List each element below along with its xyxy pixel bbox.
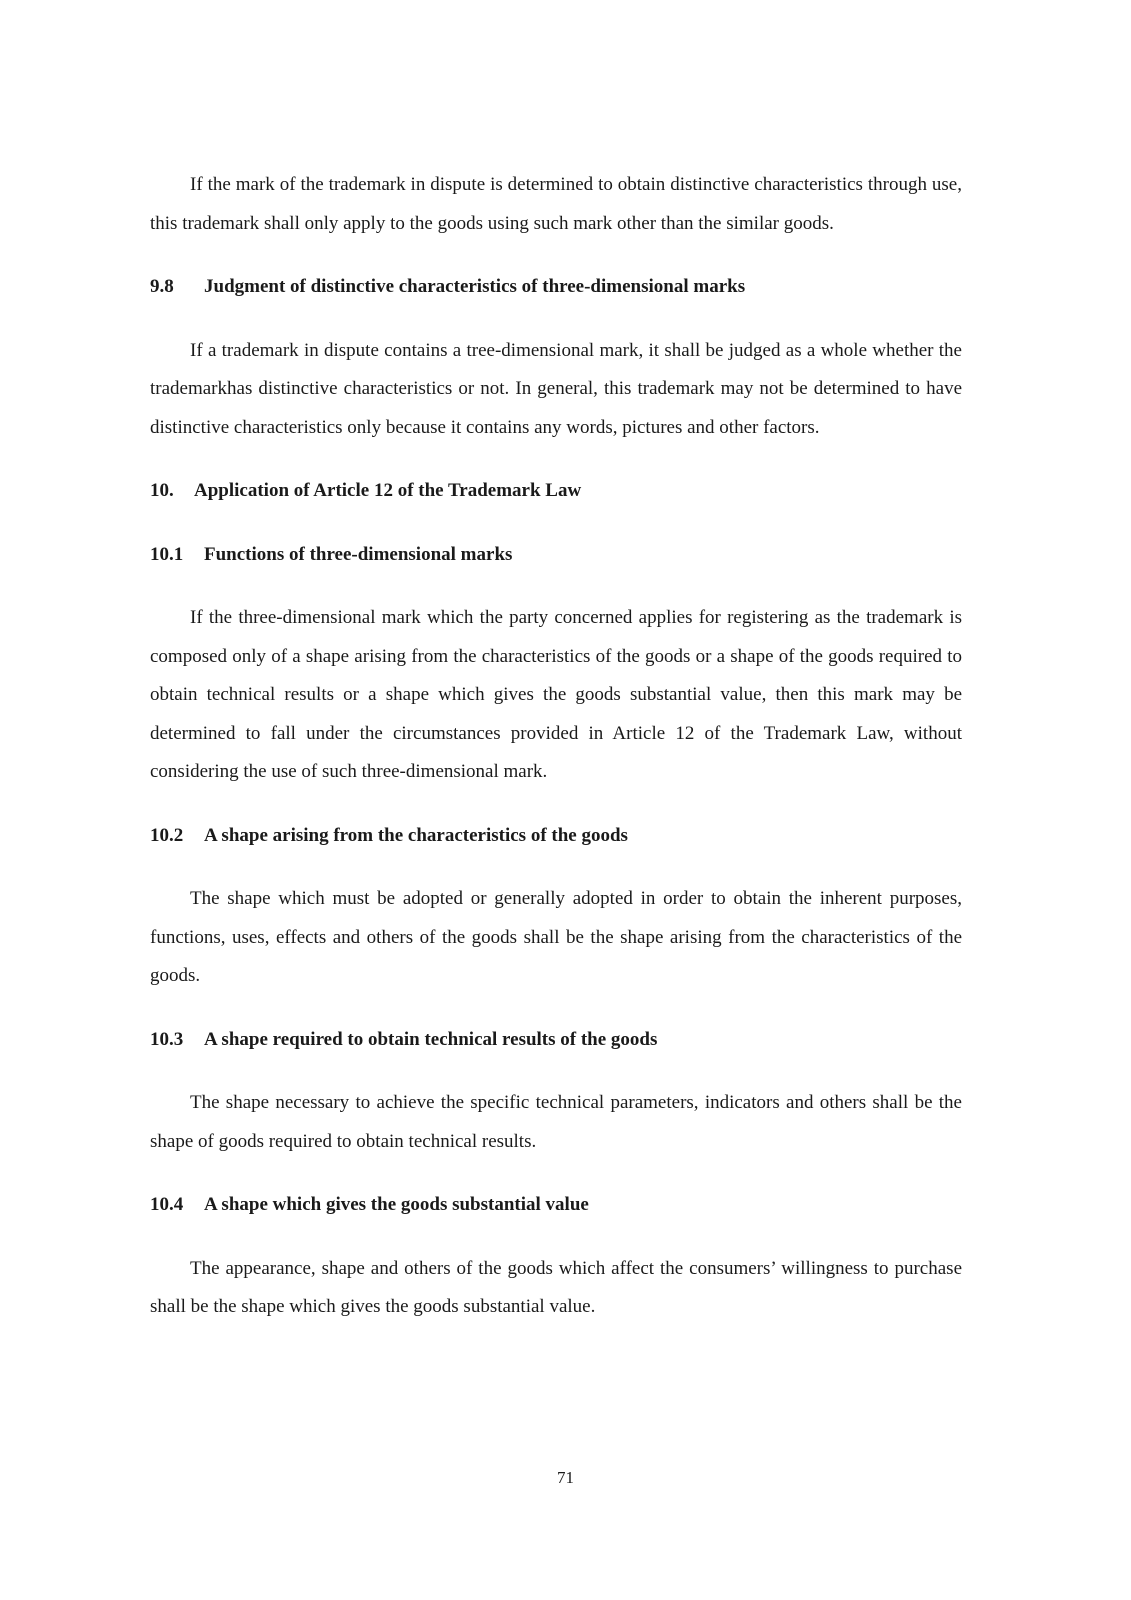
paragraph-acquired-distinctiveness: If the mark of the trademark in dispute is determined to obtain distinctive characteristics through use, this trademark shall only apply to the goods using such mark other than the similar goods. <box>150 174 962 234</box>
heading-title: Functions of three-dimensional marks <box>204 543 513 565</box>
document-body <box>150 166 962 1327</box>
paragraph-shape-characteristics: The shape which must be adopted or generally adopted in order to obtain the inherent purposes, functions, uses, effects and others of the goods shall be the shape arising from the characteristics of the goods. <box>150 888 962 986</box>
heading-10-4 <box>150 1186 962 1225</box>
heading-title: A shape which gives the goods substantial value <box>204 1194 589 1215</box>
heading-number: 10. <box>150 480 174 501</box>
heading-10 <box>150 472 962 511</box>
paragraph-substantial-value: The appearance, shape and others of the goods which affect the consumers’ willingness to purchase shall be the shape which gives the goods substantial value. <box>150 1257 962 1317</box>
heading-number: 10.1 <box>150 543 184 565</box>
heading-number: 9.8 <box>150 276 174 297</box>
heading-number: 10.2 <box>150 824 184 846</box>
paragraph-technical-results: The shape necessary to achieve the specific technical parameters, indicators and others shall be the shape of goods required to obtain technical results. <box>150 1092 962 1152</box>
heading-title: A shape required to obtain technical results of the goods <box>204 1028 658 1050</box>
heading-number: 10.4 <box>150 1194 184 1215</box>
paragraph-functions-3d-marks: If the three-dimensional mark which the party concerned applies for registering as the trademark is composed only of a shape arising from the characteristics of the goods or a shape of the goods required to obtain technical results or a shape which gives the goods substantial value, then this mark may be determined to fall under the circumstances provided in Article 12 of the Trademark Law, without considering the use of such three-dimensional mark. <box>150 607 962 782</box>
heading-10-2 <box>150 817 962 856</box>
paragraph-3d-mark-judgment: If a trademark in dispute contains a tree-dimensional mark, it shall be judged as a whole whether the trademarkhas distinctive characteristics or not. In general, this trademark may not be determined to have distinctive characteristics only because it contains any words, pictures and other factors. <box>150 339 962 438</box>
heading-9-8 <box>150 268 962 307</box>
heading-10-1 <box>150 536 962 575</box>
heading-title: A shape arising from the characteristics of the goods <box>204 824 628 846</box>
heading-10-3 <box>150 1021 962 1060</box>
page-number: 71 <box>557 1468 574 1487</box>
heading-number: 10.3 <box>150 1028 184 1050</box>
heading-title: Judgment of distinctive characteristics of three-dimensional marks <box>204 276 746 297</box>
heading-title: Application of Article 12 of the Trademark Law <box>194 480 582 501</box>
